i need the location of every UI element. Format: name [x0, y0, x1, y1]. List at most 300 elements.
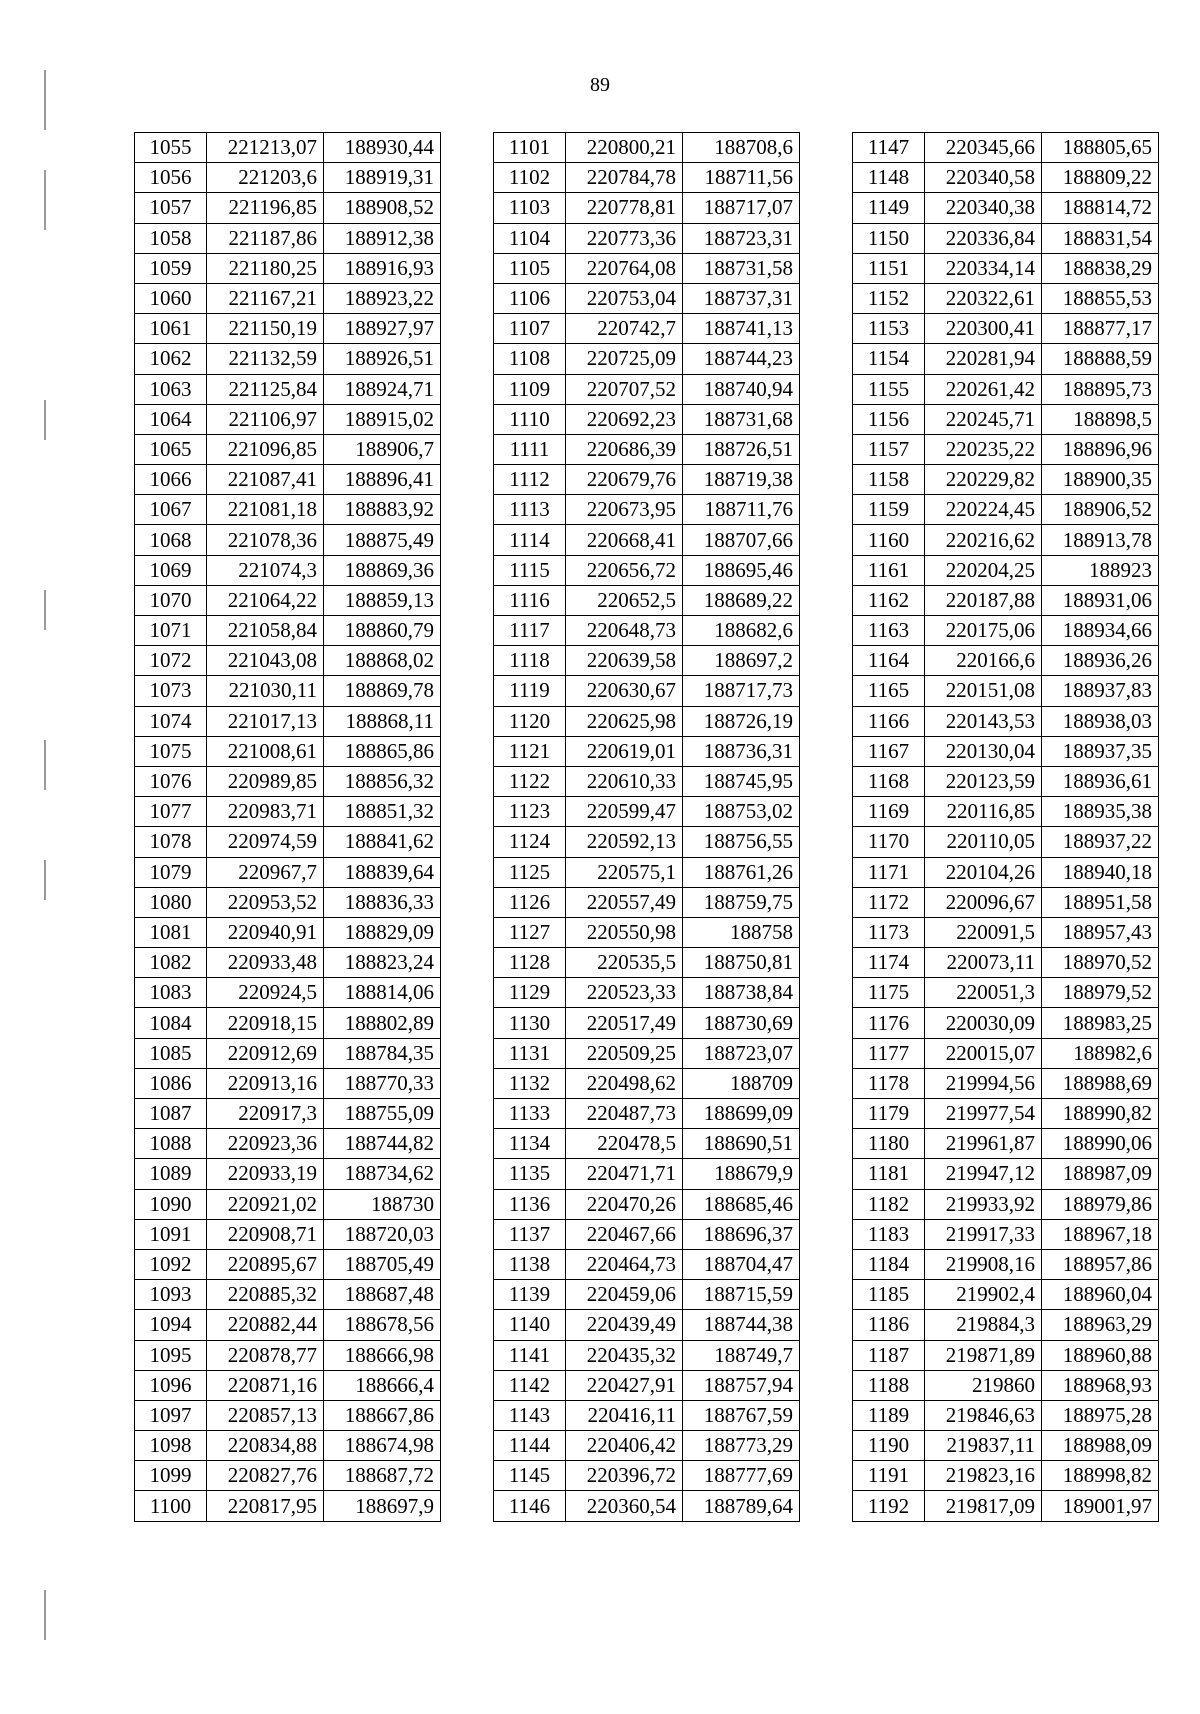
point-number-cell: 1087 [135, 1099, 207, 1129]
x-coordinate-cell: 220091,5 [925, 917, 1042, 947]
y-coordinate-cell: 188988,69 [1042, 1068, 1159, 1098]
table-row [494, 1159, 800, 1189]
point-number-cell: 1103 [494, 193, 566, 223]
y-coordinate-cell: 188900,35 [1042, 465, 1159, 495]
x-coordinate-cell: 220923,36 [207, 1129, 324, 1159]
table-row [853, 736, 1159, 766]
y-coordinate-cell: 188687,72 [324, 1461, 441, 1491]
table-row [494, 1219, 800, 1249]
y-coordinate-cell: 188990,06 [1042, 1129, 1159, 1159]
y-coordinate-cell: 188869,36 [324, 555, 441, 585]
point-number-cell: 1177 [853, 1038, 925, 1068]
y-coordinate-cell: 188983,25 [1042, 1008, 1159, 1038]
y-coordinate-cell: 188823,24 [324, 948, 441, 978]
point-number-cell: 1126 [494, 887, 566, 917]
x-coordinate-cell: 220116,85 [925, 797, 1042, 827]
point-number-cell: 1144 [494, 1431, 566, 1461]
y-coordinate-cell: 188836,33 [324, 887, 441, 917]
x-coordinate-cell: 220619,01 [566, 736, 683, 766]
y-coordinate-cell: 188936,26 [1042, 646, 1159, 676]
x-coordinate-cell: 220300,41 [925, 314, 1042, 344]
point-number-cell: 1089 [135, 1159, 207, 1189]
x-coordinate-cell: 220625,98 [566, 706, 683, 736]
y-coordinate-cell: 188814,06 [324, 978, 441, 1008]
y-coordinate-cell: 188689,22 [683, 585, 800, 615]
table-row [853, 1280, 1159, 1310]
x-coordinate-cell: 220917,3 [207, 1099, 324, 1129]
y-coordinate-cell: 188711,76 [683, 495, 800, 525]
y-coordinate-cell: 188744,38 [683, 1310, 800, 1340]
table-row [494, 1340, 800, 1370]
x-coordinate-cell: 221043,08 [207, 646, 324, 676]
point-number-cell: 1131 [494, 1038, 566, 1068]
y-coordinate-cell: 188967,18 [1042, 1219, 1159, 1249]
table-row [494, 827, 800, 857]
point-number-cell: 1083 [135, 978, 207, 1008]
y-coordinate-cell: 188745,95 [683, 766, 800, 796]
y-coordinate-cell: 188674,98 [324, 1431, 441, 1461]
y-coordinate-cell: 188913,78 [1042, 525, 1159, 555]
x-coordinate-cell: 221074,3 [207, 555, 324, 585]
table-row [853, 1370, 1159, 1400]
table-row [135, 223, 441, 253]
point-number-cell: 1068 [135, 525, 207, 555]
x-coordinate-cell: 220974,59 [207, 827, 324, 857]
x-coordinate-cell: 219908,16 [925, 1249, 1042, 1279]
table-row [853, 797, 1159, 827]
table-row [853, 1129, 1159, 1159]
table-row [135, 766, 441, 796]
table-row [853, 465, 1159, 495]
x-coordinate-cell: 220652,5 [566, 585, 683, 615]
table-row [853, 917, 1159, 947]
y-coordinate-cell: 188667,86 [324, 1400, 441, 1430]
table-row [135, 1280, 441, 1310]
y-coordinate-cell: 188896,41 [324, 465, 441, 495]
table-row [494, 1431, 800, 1461]
x-coordinate-cell: 220151,08 [925, 676, 1042, 706]
y-coordinate-cell: 188906,52 [1042, 495, 1159, 525]
point-number-cell: 1149 [853, 193, 925, 223]
y-coordinate-cell: 188697,2 [683, 646, 800, 676]
table-row [135, 1068, 441, 1098]
x-coordinate-cell: 220104,26 [925, 857, 1042, 887]
table-row [494, 887, 800, 917]
table-row [494, 314, 800, 344]
point-number-cell: 1128 [494, 948, 566, 978]
x-coordinate-cell: 219846,63 [925, 1400, 1042, 1430]
y-coordinate-cell: 188802,89 [324, 1008, 441, 1038]
table-row [853, 646, 1159, 676]
y-coordinate-cell: 188960,88 [1042, 1340, 1159, 1370]
x-coordinate-cell: 219860 [925, 1370, 1042, 1400]
point-number-cell: 1108 [494, 344, 566, 374]
y-coordinate-cell: 188685,46 [683, 1189, 800, 1219]
table-row [494, 1370, 800, 1400]
y-coordinate-cell: 188923,22 [324, 283, 441, 313]
y-coordinate-cell: 188731,58 [683, 253, 800, 283]
x-coordinate-cell: 220913,16 [207, 1068, 324, 1098]
table-row [494, 1310, 800, 1340]
table-row [853, 1249, 1159, 1279]
scan-artifact [44, 70, 46, 130]
y-coordinate-cell: 188717,07 [683, 193, 800, 223]
x-coordinate-cell: 220340,38 [925, 193, 1042, 223]
table-row [135, 676, 441, 706]
table-row [853, 887, 1159, 917]
scan-artifact [44, 590, 46, 630]
y-coordinate-cell: 188987,09 [1042, 1159, 1159, 1189]
y-coordinate-cell: 188859,13 [324, 585, 441, 615]
point-number-cell: 1121 [494, 736, 566, 766]
table-row [135, 948, 441, 978]
x-coordinate-cell: 220692,23 [566, 404, 683, 434]
point-number-cell: 1058 [135, 223, 207, 253]
x-coordinate-cell: 220175,06 [925, 616, 1042, 646]
point-number-cell: 1168 [853, 766, 925, 796]
y-coordinate-cell: 188926,51 [324, 344, 441, 374]
y-coordinate-cell: 188777,69 [683, 1461, 800, 1491]
y-coordinate-cell: 188927,97 [324, 314, 441, 344]
table-row [494, 1280, 800, 1310]
point-number-cell: 1138 [494, 1249, 566, 1279]
point-number-cell: 1145 [494, 1461, 566, 1491]
x-coordinate-cell: 220610,33 [566, 766, 683, 796]
coordinates-table-1 [134, 132, 441, 1522]
x-coordinate-cell: 221187,86 [207, 223, 324, 253]
scan-artifact [44, 1590, 46, 1640]
x-coordinate-cell: 221180,25 [207, 253, 324, 283]
table-row [494, 706, 800, 736]
table-row [853, 1461, 1159, 1491]
x-coordinate-cell: 220857,13 [207, 1400, 324, 1430]
x-coordinate-cell: 220592,13 [566, 827, 683, 857]
table-row [853, 374, 1159, 404]
point-number-cell: 1153 [853, 314, 925, 344]
point-number-cell: 1090 [135, 1189, 207, 1219]
y-coordinate-cell: 188982,6 [1042, 1038, 1159, 1068]
x-coordinate-cell: 220918,15 [207, 1008, 324, 1038]
y-coordinate-cell: 188736,31 [683, 736, 800, 766]
x-coordinate-cell: 221106,97 [207, 404, 324, 434]
point-number-cell: 1082 [135, 948, 207, 978]
table-row [494, 1068, 800, 1098]
table-row [494, 948, 800, 978]
table-row [135, 1008, 441, 1038]
point-number-cell: 1141 [494, 1340, 566, 1370]
y-coordinate-cell: 188734,62 [324, 1159, 441, 1189]
table-row [135, 1249, 441, 1279]
table-row [853, 766, 1159, 796]
table-row [135, 253, 441, 283]
point-number-cell: 1123 [494, 797, 566, 827]
point-number-cell: 1060 [135, 283, 207, 313]
x-coordinate-cell: 220924,5 [207, 978, 324, 1008]
table-row [135, 1159, 441, 1189]
x-coordinate-cell: 221087,41 [207, 465, 324, 495]
point-number-cell: 1081 [135, 917, 207, 947]
y-coordinate-cell: 188937,83 [1042, 676, 1159, 706]
y-coordinate-cell: 188970,52 [1042, 948, 1159, 978]
y-coordinate-cell: 188930,44 [324, 133, 441, 163]
x-coordinate-cell: 220471,71 [566, 1159, 683, 1189]
y-coordinate-cell: 188960,04 [1042, 1280, 1159, 1310]
table-row [494, 465, 800, 495]
y-coordinate-cell: 188690,51 [683, 1129, 800, 1159]
point-number-cell: 1143 [494, 1400, 566, 1430]
point-number-cell: 1105 [494, 253, 566, 283]
x-coordinate-cell: 221167,21 [207, 283, 324, 313]
y-coordinate-cell: 188715,59 [683, 1280, 800, 1310]
table-row [494, 193, 800, 223]
point-number-cell: 1076 [135, 766, 207, 796]
table-row [135, 616, 441, 646]
y-coordinate-cell: 188770,33 [324, 1068, 441, 1098]
x-coordinate-cell: 220639,58 [566, 646, 683, 676]
y-coordinate-cell: 188666,4 [324, 1370, 441, 1400]
y-coordinate-cell: 188731,68 [683, 404, 800, 434]
table-row [494, 133, 800, 163]
x-coordinate-cell: 220921,02 [207, 1189, 324, 1219]
x-coordinate-cell: 220550,98 [566, 917, 683, 947]
y-coordinate-cell: 188759,75 [683, 887, 800, 917]
point-number-cell: 1113 [494, 495, 566, 525]
x-coordinate-cell: 221030,11 [207, 676, 324, 706]
point-number-cell: 1170 [853, 827, 925, 857]
x-coordinate-cell: 220187,88 [925, 585, 1042, 615]
table-row [853, 706, 1159, 736]
point-number-cell: 1079 [135, 857, 207, 887]
table-row [853, 1038, 1159, 1068]
point-number-cell: 1099 [135, 1461, 207, 1491]
y-coordinate-cell: 188937,35 [1042, 736, 1159, 766]
table-row [135, 1370, 441, 1400]
y-coordinate-cell: 188805,65 [1042, 133, 1159, 163]
point-number-cell: 1158 [853, 465, 925, 495]
point-number-cell: 1057 [135, 193, 207, 223]
y-coordinate-cell: 188682,6 [683, 616, 800, 646]
table-row [494, 646, 800, 676]
point-number-cell: 1124 [494, 827, 566, 857]
y-coordinate-cell: 188678,56 [324, 1310, 441, 1340]
table-row [494, 163, 800, 193]
y-coordinate-cell: 188697,9 [324, 1491, 441, 1521]
x-coordinate-cell: 220334,14 [925, 253, 1042, 283]
point-number-cell: 1084 [135, 1008, 207, 1038]
table-row [494, 1008, 800, 1038]
point-number-cell: 1178 [853, 1068, 925, 1098]
x-coordinate-cell: 220245,71 [925, 404, 1042, 434]
y-coordinate-cell: 188868,11 [324, 706, 441, 736]
table-row [853, 1400, 1159, 1430]
y-coordinate-cell: 188679,9 [683, 1159, 800, 1189]
x-coordinate-cell: 220707,52 [566, 374, 683, 404]
y-coordinate-cell: 189001,97 [1042, 1491, 1159, 1521]
y-coordinate-cell: 188865,86 [324, 736, 441, 766]
y-coordinate-cell: 188756,55 [683, 827, 800, 857]
x-coordinate-cell: 220322,61 [925, 283, 1042, 313]
x-coordinate-cell: 219994,56 [925, 1068, 1042, 1098]
table-row [135, 797, 441, 827]
point-number-cell: 1157 [853, 434, 925, 464]
x-coordinate-cell: 220281,94 [925, 344, 1042, 374]
table-row [494, 1249, 800, 1279]
table-row [494, 766, 800, 796]
x-coordinate-cell: 220051,3 [925, 978, 1042, 1008]
x-coordinate-cell: 221150,19 [207, 314, 324, 344]
y-coordinate-cell: 188696,37 [683, 1219, 800, 1249]
point-number-cell: 1072 [135, 646, 207, 676]
table-row [853, 163, 1159, 193]
point-number-cell: 1102 [494, 163, 566, 193]
y-coordinate-cell: 188869,78 [324, 676, 441, 706]
table-row [494, 344, 800, 374]
point-number-cell: 1132 [494, 1068, 566, 1098]
point-number-cell: 1092 [135, 1249, 207, 1279]
table-row [135, 736, 441, 766]
table-row [135, 555, 441, 585]
x-coordinate-cell: 220435,32 [566, 1340, 683, 1370]
y-coordinate-cell: 188720,03 [324, 1219, 441, 1249]
table-row [853, 283, 1159, 313]
x-coordinate-cell: 220416,11 [566, 1400, 683, 1430]
y-coordinate-cell: 188749,7 [683, 1340, 800, 1370]
table-row [494, 404, 800, 434]
table-row [853, 1189, 1159, 1219]
x-coordinate-cell: 220575,1 [566, 857, 683, 887]
point-number-cell: 1159 [853, 495, 925, 525]
point-number-cell: 1101 [494, 133, 566, 163]
y-coordinate-cell: 188856,32 [324, 766, 441, 796]
y-coordinate-cell: 188868,02 [324, 646, 441, 676]
point-number-cell: 1133 [494, 1099, 566, 1129]
table-row [135, 465, 441, 495]
y-coordinate-cell: 188957,43 [1042, 917, 1159, 947]
point-number-cell: 1171 [853, 857, 925, 887]
x-coordinate-cell: 220123,59 [925, 766, 1042, 796]
x-coordinate-cell: 220784,78 [566, 163, 683, 193]
table-row [853, 1219, 1159, 1249]
table-row [135, 1189, 441, 1219]
point-number-cell: 1118 [494, 646, 566, 676]
table-row [135, 525, 441, 555]
scan-artifact [44, 860, 46, 900]
x-coordinate-cell: 220229,82 [925, 465, 1042, 495]
y-coordinate-cell: 188809,22 [1042, 163, 1159, 193]
y-coordinate-cell: 188860,79 [324, 616, 441, 646]
point-number-cell: 1115 [494, 555, 566, 585]
x-coordinate-cell: 220679,76 [566, 465, 683, 495]
table-row [853, 1431, 1159, 1461]
table-row [853, 133, 1159, 163]
table-row [853, 525, 1159, 555]
table-row [135, 1219, 441, 1249]
table-row [494, 616, 800, 646]
point-number-cell: 1122 [494, 766, 566, 796]
x-coordinate-cell: 219837,11 [925, 1431, 1042, 1461]
point-number-cell: 1096 [135, 1370, 207, 1400]
point-number-cell: 1069 [135, 555, 207, 585]
table-row [494, 676, 800, 706]
y-coordinate-cell: 188975,28 [1042, 1400, 1159, 1430]
table-row [853, 1340, 1159, 1370]
y-coordinate-cell: 188896,96 [1042, 434, 1159, 464]
y-coordinate-cell: 188695,46 [683, 555, 800, 585]
x-coordinate-cell: 220753,04 [566, 283, 683, 313]
y-coordinate-cell: 188919,31 [324, 163, 441, 193]
y-coordinate-cell: 188875,49 [324, 525, 441, 555]
table-row [494, 857, 800, 887]
y-coordinate-cell: 188916,93 [324, 253, 441, 283]
x-coordinate-cell: 220143,53 [925, 706, 1042, 736]
x-coordinate-cell: 221213,07 [207, 133, 324, 163]
x-coordinate-cell: 220396,72 [566, 1461, 683, 1491]
x-coordinate-cell: 220470,26 [566, 1189, 683, 1219]
table-row [853, 404, 1159, 434]
point-number-cell: 1188 [853, 1370, 925, 1400]
point-number-cell: 1147 [853, 133, 925, 163]
point-number-cell: 1129 [494, 978, 566, 1008]
table-row [494, 736, 800, 766]
table-row [494, 797, 800, 827]
point-number-cell: 1152 [853, 283, 925, 313]
x-coordinate-cell: 220487,73 [566, 1099, 683, 1129]
table-row [853, 1310, 1159, 1340]
y-coordinate-cell: 188838,29 [1042, 253, 1159, 283]
x-coordinate-cell: 220599,47 [566, 797, 683, 827]
y-coordinate-cell: 188924,71 [324, 374, 441, 404]
point-number-cell: 1191 [853, 1461, 925, 1491]
y-coordinate-cell: 188883,92 [324, 495, 441, 525]
y-coordinate-cell: 188719,38 [683, 465, 800, 495]
point-number-cell: 1190 [853, 1431, 925, 1461]
x-coordinate-cell: 220096,67 [925, 887, 1042, 917]
table-row [135, 314, 441, 344]
table-row [135, 1340, 441, 1370]
point-number-cell: 1077 [135, 797, 207, 827]
point-number-cell: 1095 [135, 1340, 207, 1370]
point-number-cell: 1130 [494, 1008, 566, 1038]
x-coordinate-cell: 220817,95 [207, 1491, 324, 1521]
y-coordinate-cell: 188831,54 [1042, 223, 1159, 253]
point-number-cell: 1062 [135, 344, 207, 374]
point-number-cell: 1164 [853, 646, 925, 676]
y-coordinate-cell: 188951,58 [1042, 887, 1159, 917]
table-row [135, 495, 441, 525]
y-coordinate-cell: 188895,73 [1042, 374, 1159, 404]
x-coordinate-cell: 220073,11 [925, 948, 1042, 978]
table-row [494, 1400, 800, 1430]
y-coordinate-cell: 188711,56 [683, 163, 800, 193]
table-row [853, 555, 1159, 585]
y-coordinate-cell: 188744,82 [324, 1129, 441, 1159]
table-row [853, 676, 1159, 706]
point-number-cell: 1111 [494, 434, 566, 464]
point-number-cell: 1167 [853, 736, 925, 766]
x-coordinate-cell: 220015,07 [925, 1038, 1042, 1068]
table-row [853, 314, 1159, 344]
y-coordinate-cell: 188704,47 [683, 1249, 800, 1279]
table-row [494, 1129, 800, 1159]
x-coordinate-cell: 220827,76 [207, 1461, 324, 1491]
y-coordinate-cell: 188888,59 [1042, 344, 1159, 374]
x-coordinate-cell: 220523,33 [566, 978, 683, 1008]
point-number-cell: 1179 [853, 1099, 925, 1129]
table-row [135, 283, 441, 313]
y-coordinate-cell: 188666,98 [324, 1340, 441, 1370]
x-coordinate-cell: 220933,19 [207, 1159, 324, 1189]
point-number-cell: 1189 [853, 1400, 925, 1430]
